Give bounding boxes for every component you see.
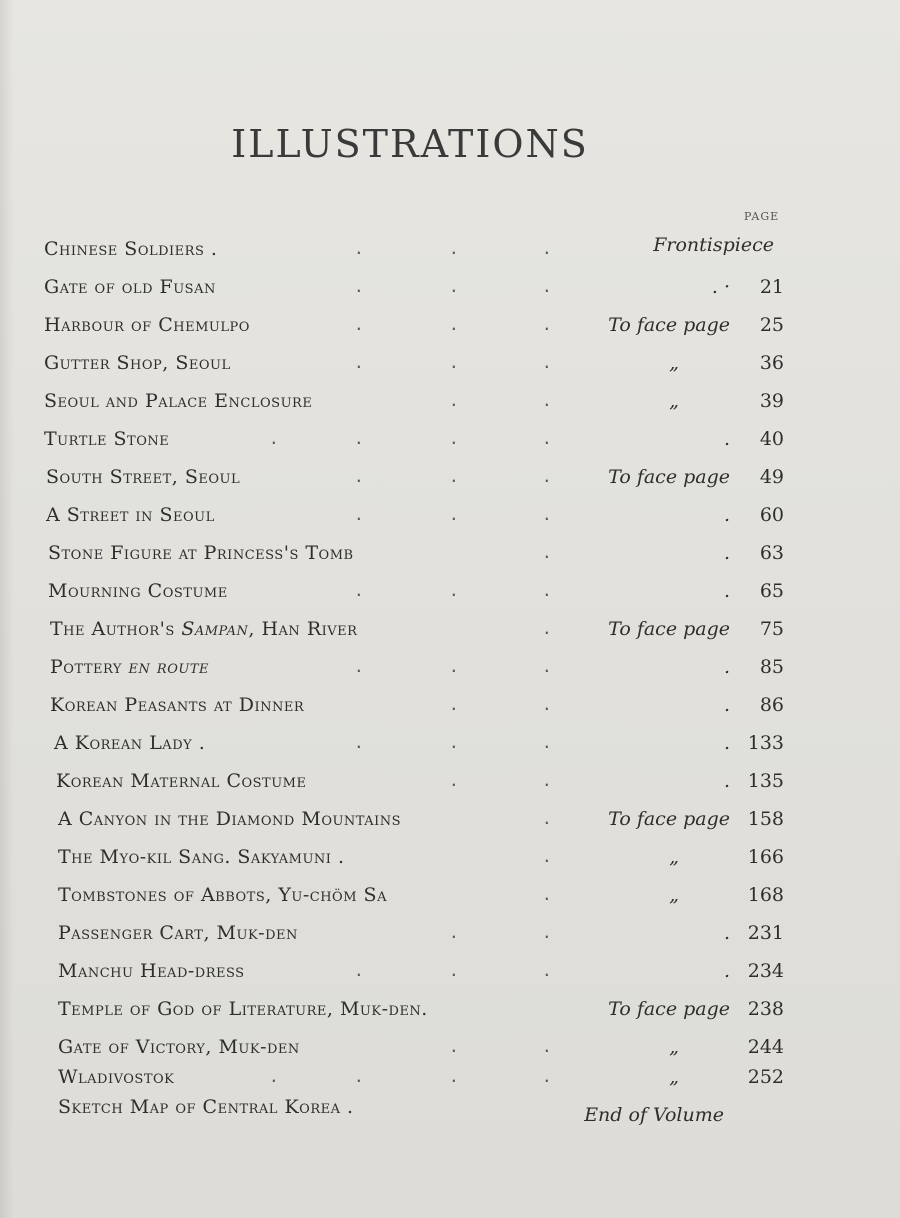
leader-dot: . — [542, 543, 552, 562]
placement-note: „ — [669, 1036, 679, 1058]
placement-note: To face page — [608, 618, 730, 640]
leader-dot: . — [542, 505, 552, 524]
placement-note: To face page — [608, 466, 730, 488]
leader-dot: . — [542, 695, 552, 714]
leader-dot: . — [449, 467, 459, 486]
placement-note: . — [723, 922, 730, 944]
list-item — [44, 614, 804, 644]
leader-dot: . — [354, 733, 364, 752]
leader-dot: . — [542, 1037, 552, 1056]
list-item — [44, 500, 804, 530]
leader-dot: . — [542, 353, 552, 372]
page-number: 166 — [747, 846, 784, 868]
list-item — [44, 690, 804, 720]
page-number: 75 — [759, 618, 784, 640]
placement-note: „ — [669, 884, 679, 906]
illustration-title: Gate of Victory, Muk-den — [58, 1036, 300, 1058]
placement-note: To face page — [608, 314, 730, 336]
placement-note: „ — [669, 390, 679, 412]
page-number: 49 — [759, 466, 784, 488]
illustration-title: The Myo-kil Sang. Sakyamuni . — [58, 846, 345, 868]
leader-dot: . — [542, 1067, 552, 1086]
leader-dot: . — [542, 391, 552, 410]
leader-dot: . — [449, 391, 459, 410]
placement-note: . — [723, 428, 730, 450]
illustration-title: Wladivostok — [58, 1066, 175, 1088]
illustration-title: Chinese Soldiers . — [44, 238, 218, 260]
leader-dot: . — [542, 467, 552, 486]
leader-dot: . — [542, 771, 552, 790]
placement-note: . — [723, 504, 730, 526]
list-item — [44, 1092, 804, 1126]
page-title: ILLUSTRATIONS — [231, 122, 589, 166]
illustration-title: Harbour of Chemulpo — [44, 314, 250, 336]
placement-note: . — [723, 542, 730, 564]
leader-dot: . — [449, 923, 459, 942]
illustration-title: Tombstones of Abbots, Yu-chöm Sa — [58, 884, 387, 906]
page-number: 231 — [747, 922, 784, 944]
leader-dot: . — [449, 695, 459, 714]
leader-dot: . — [542, 809, 552, 828]
illustration-title-part: The Author's — [50, 618, 182, 640]
page-number: 244 — [747, 1036, 784, 1058]
leader-dot: . — [449, 353, 459, 372]
list-item — [44, 804, 804, 834]
page-number: 85 — [759, 656, 784, 678]
illustration-title-part: , Han River — [248, 618, 358, 640]
page-number: 238 — [747, 998, 784, 1020]
list-item — [44, 348, 804, 378]
page-number: 86 — [759, 694, 784, 716]
list-item — [44, 880, 804, 910]
list-item — [44, 310, 804, 340]
leader-dot: . — [542, 429, 552, 448]
placement-note: „ — [669, 1066, 679, 1088]
illustration-title-part: Pottery — [50, 656, 129, 678]
illustration-title: Korean Maternal Costume — [56, 770, 307, 792]
leader-dot: . — [354, 467, 364, 486]
illustration-title: A Korean Lady . — [54, 732, 206, 754]
leader-dot: . — [542, 885, 552, 904]
illustration-title: Stone Figure at Princess's Tomb — [48, 542, 354, 564]
illustration-title: A Street in Seoul — [46, 504, 215, 526]
page-number: 252 — [747, 1066, 784, 1088]
placement-note: . — [723, 770, 730, 792]
list-item — [44, 272, 804, 302]
list-item — [44, 424, 804, 454]
placement-note: To face page — [608, 998, 730, 1020]
leader-dot: . — [542, 923, 552, 942]
leader-dot: . — [354, 315, 364, 334]
page-number: 25 — [759, 314, 784, 336]
leader-dot: . — [354, 961, 364, 980]
illustration-title: Sketch Map of Central Korea . — [58, 1096, 354, 1118]
leader-dot: . — [449, 277, 459, 296]
illustration-title: Seoul and Palace Enclosure — [44, 390, 313, 412]
placement-note: To face page — [608, 808, 730, 830]
page-number: 133 — [747, 732, 784, 754]
list-item — [44, 918, 804, 948]
list-item — [44, 538, 804, 568]
list-item — [44, 386, 804, 416]
illustration-title: Manchu Head-dress — [58, 960, 245, 982]
leader-dot: . — [354, 657, 364, 676]
leader-dot: . — [449, 581, 459, 600]
leader-dot: . — [542, 961, 552, 980]
leader-dot: . — [542, 847, 552, 866]
page-number: 168 — [747, 884, 784, 906]
leader-dot: . — [542, 239, 552, 258]
placement-note: . — [723, 694, 730, 716]
illustration-title: A Canyon in the Diamond Mountains — [58, 808, 402, 830]
placement-note: . · — [711, 276, 730, 298]
page-number: 158 — [747, 808, 784, 830]
leader-dot: . — [449, 657, 459, 676]
page-column-label: PAGE — [744, 210, 780, 223]
leader-dot: . — [542, 733, 552, 752]
page-number: 39 — [759, 390, 784, 412]
leader-dot: . — [449, 429, 459, 448]
page-number: 36 — [759, 352, 784, 374]
page-number: 63 — [759, 542, 784, 564]
leader-dot: . — [449, 315, 459, 334]
list-item — [44, 842, 804, 872]
leader-dot: . — [449, 733, 459, 752]
illustration-title: Turtle Stone — [44, 428, 170, 450]
page-number: 60 — [759, 504, 784, 526]
leader-dot: . — [269, 429, 279, 448]
list-item — [44, 728, 804, 758]
leader-dot: . — [449, 1037, 459, 1056]
illustration-title — [50, 614, 357, 644]
list-item — [44, 576, 804, 606]
illustration-title — [50, 652, 209, 682]
leader-dot: . — [449, 1067, 459, 1086]
list-item — [44, 652, 804, 682]
leader-dot: . — [542, 619, 552, 638]
placement-note: „ — [669, 352, 679, 374]
illustration-title: Mourning Costume — [48, 580, 228, 602]
placement-note: . — [723, 732, 730, 754]
list-item — [44, 1032, 804, 1062]
placement-note: . — [723, 580, 730, 602]
list-item — [44, 462, 804, 492]
page-number: 135 — [747, 770, 784, 792]
list-item — [44, 234, 804, 264]
illustration-title-italic: en route — [128, 656, 209, 678]
illustration-title: Gate of old Fusan — [44, 276, 216, 298]
placement-note: „ — [669, 846, 679, 868]
leader-dot: . — [449, 239, 459, 258]
placement-note: Frontispiece — [653, 234, 774, 256]
leader-dot: . — [354, 505, 364, 524]
illustration-title-italic: Sampan — [181, 618, 249, 640]
placement-note: . — [723, 960, 730, 982]
leader-dot: . — [542, 581, 552, 600]
illustration-title: Korean Peasants at Dinner — [50, 694, 305, 716]
leader-dot: . — [354, 239, 364, 258]
leader-dot: . — [449, 771, 459, 790]
list-item — [44, 1062, 804, 1092]
page-number: 65 — [759, 580, 784, 602]
illustration-title: Passenger Cart, Muk-den — [58, 922, 298, 944]
leader-dot: . — [354, 277, 364, 296]
list-item — [44, 956, 804, 986]
illustration-title: South Street, Seoul — [46, 466, 241, 488]
leader-dot: . — [542, 315, 552, 334]
placement-note: . — [723, 656, 730, 678]
page-number: 40 — [759, 428, 784, 450]
list-item — [44, 994, 804, 1024]
leader-dot: . — [354, 581, 364, 600]
leader-dot: . — [354, 429, 364, 448]
leader-dot: . — [354, 1067, 364, 1086]
page-number: 234 — [747, 960, 784, 982]
list-item — [44, 766, 804, 796]
page-number: 21 — [759, 276, 784, 298]
leader-dot: . — [449, 505, 459, 524]
leader-dot: . — [269, 1067, 279, 1086]
illustration-title: Gutter Shop, Seoul — [44, 352, 231, 374]
illustration-title: Temple of God of Literature, Muk-den. — [58, 998, 428, 1020]
placement-note: End of Volume — [584, 1104, 724, 1126]
page-edge-shadow — [0, 0, 14, 1218]
leader-dot: . — [542, 277, 552, 296]
leader-dot: . — [354, 353, 364, 372]
leader-dot: . — [449, 961, 459, 980]
leader-dot: . — [542, 657, 552, 676]
